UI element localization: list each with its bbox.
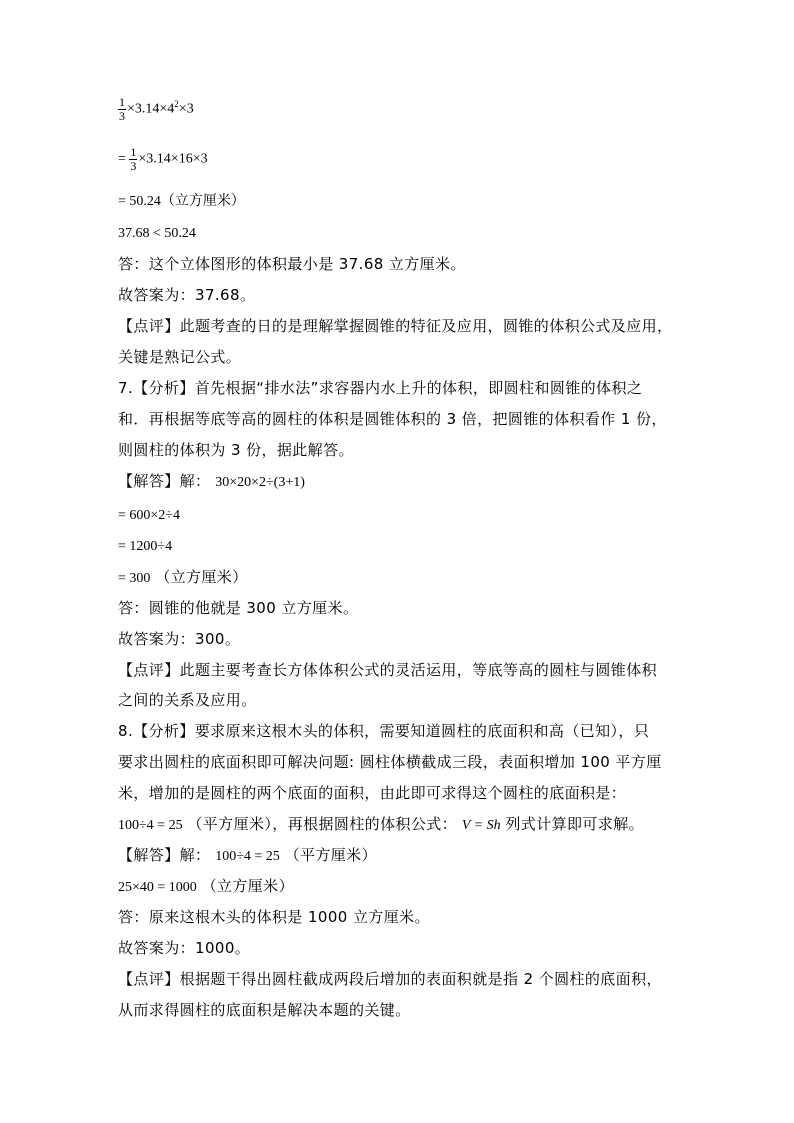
equals-sign: = — [118, 151, 126, 167]
step-value: = 300 — [118, 571, 151, 586]
step-unit: （立方厘米） — [155, 568, 248, 586]
expr-part: ×3 — [178, 101, 194, 117]
q7-comment-line-2: 之间的关系及应用。 — [118, 691, 257, 709]
solve-expression: 30×20×2÷(3+1) — [215, 475, 305, 490]
expr-part: ×3.14×4 — [127, 101, 175, 117]
q7-step-3 — [118, 567, 248, 589]
fraction-denominator: 3 — [130, 159, 137, 173]
fraction-denominator: 3 — [119, 109, 125, 123]
result-6: 故答案为：37.68。 — [118, 286, 256, 304]
q8-analysis-line-2: 要求出圆柱的底面积即可解决问题: 圆柱体横截成三段，表面积增加 100 平方厘 — [118, 753, 662, 771]
fraction-numerator: 1 — [119, 95, 125, 109]
volume-formula: V = Sh — [461, 818, 501, 833]
q8-calc-line — [118, 876, 294, 898]
q7-analysis-line-1: 7.【分析】首先根据“排水法”求容器内水上升的体积，即圆柱和圆锥的体积之 — [118, 379, 643, 397]
q7-answer: 答：圆锥的他就是 300 立方厘米。 — [118, 599, 359, 617]
solve-expression: 100÷4 = 25 — [215, 849, 280, 864]
q8-comment-line-1: 【点评】根据题干得出圆柱截成两段后增加的表面积就是指 2 个圆柱的底面积， — [118, 970, 662, 988]
calc-line-2 — [118, 146, 208, 173]
solve-unit: （平方厘米） — [284, 846, 377, 864]
answer-6: 答：这个立体图形的体积最小是 37.68 立方厘米。 — [118, 255, 466, 273]
q8-result: 故答案为：1000。 — [118, 939, 251, 957]
q8-analysis-line-3: 米，增加的是圆柱的两个底面的面积，由此即可求得这个圆柱的底面积是： — [118, 784, 627, 802]
q7-solve-line — [118, 471, 305, 493]
text: 列式计算即可求解。 — [505, 815, 644, 833]
calc-unit: （立方厘米） — [201, 877, 294, 895]
fraction — [118, 96, 126, 123]
q7-analysis-line-2: 和．再根据等底等高的圆柱的体积是圆锥体积的 3 倍，把圆锥的体积看作 1 份， — [118, 410, 667, 428]
comment-6-line-1: 【点评】此题考查的日的是理解掌握圆锥的特征及应用，圆锥的体积公式及应用， — [118, 317, 673, 335]
exponent: 2 — [174, 99, 179, 110]
expr-part: ×3.14×16×3 — [138, 151, 208, 167]
q8-analysis-line-4 — [118, 814, 644, 836]
fraction — [129, 146, 137, 173]
calc-line-4: 37.68 < 50.24 — [118, 226, 196, 241]
calc-line-3: = 50.24（立方厘米） — [118, 194, 245, 209]
q8-solve-line — [118, 845, 377, 867]
text: （平方厘米），再根据圆柱的体积公式： — [187, 815, 458, 833]
q7-result: 故答案为：300。 — [118, 630, 241, 648]
solve-label: 【解答】解： — [118, 846, 211, 864]
q7-comment-line-1: 【点评】此题主要考查长方体体积公式的灵活运用，等底等高的圆柱与圆锥体积 — [118, 661, 658, 679]
solve-label: 【解答】解： — [118, 472, 211, 490]
q8-answer: 答：原来这根木头的体积是 1000 立方厘米。 — [118, 908, 430, 926]
q8-analysis-line-1: 8.【分析】要求原来这根木头的体积，需要知道圆柱的底面积和高（已知），只 — [118, 722, 650, 740]
expression: 100÷4 = 25 — [118, 818, 183, 833]
q7-step-1: = 600×2÷4 — [118, 508, 180, 523]
q7-analysis-line-3: 则圆柱的体积为 3 份，据此解答。 — [118, 441, 354, 459]
calc-line-1 — [118, 96, 194, 123]
q8-comment-line-2: 从而求得圆柱的底面积是解决本题的关键。 — [118, 1001, 411, 1019]
calc-expression: 25×40 = 1000 — [118, 880, 197, 895]
comment-6-line-2: 关键是熟记公式。 — [118, 348, 242, 366]
q7-step-2: = 1200÷4 — [118, 539, 173, 554]
fraction-numerator: 1 — [130, 145, 137, 159]
